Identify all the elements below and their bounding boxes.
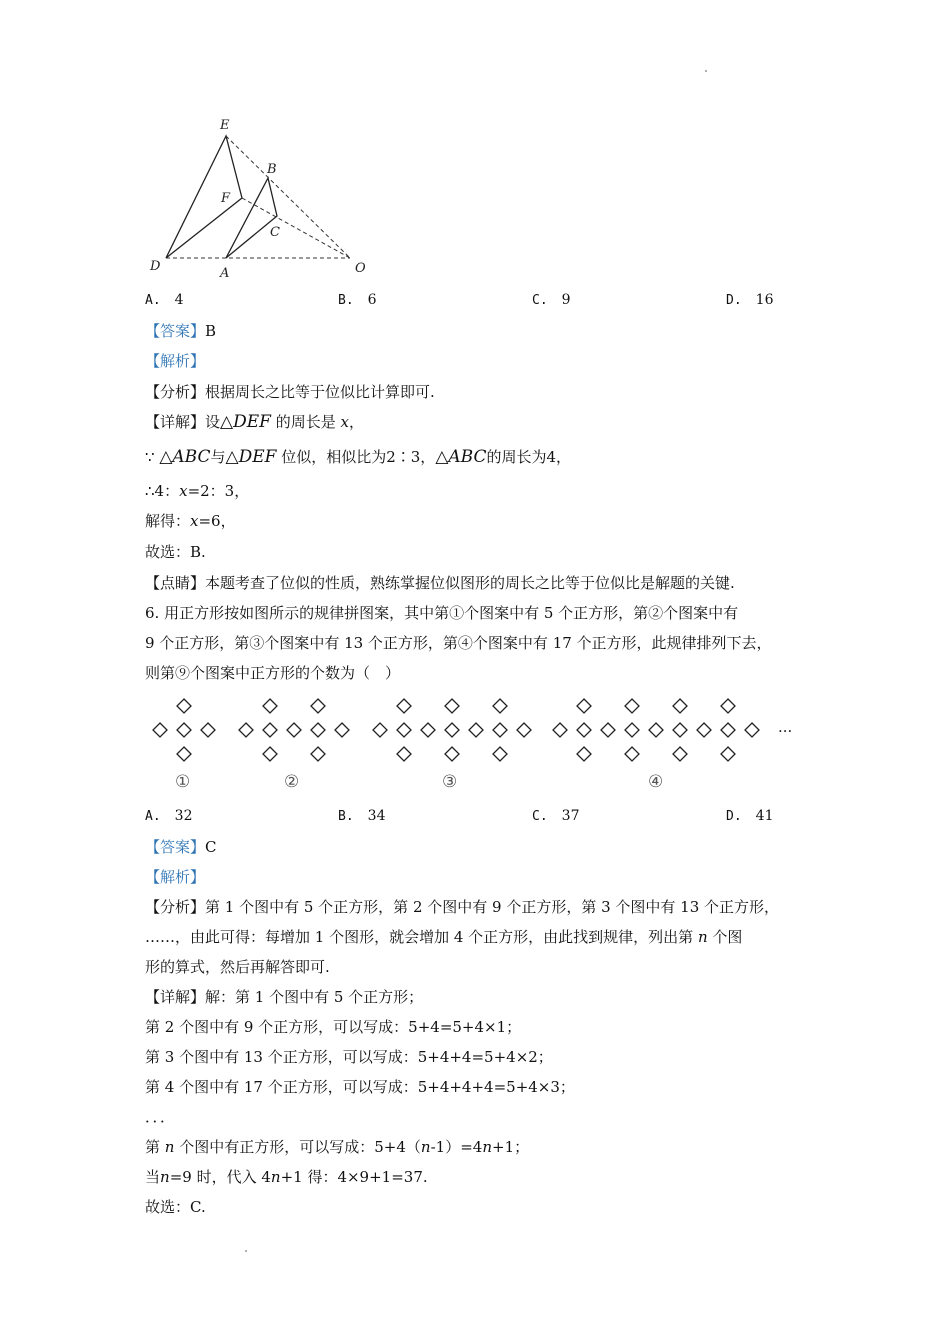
square-p4-bottom-3: [625, 747, 639, 761]
square-p2-bottom-1: [263, 747, 277, 761]
label-d: D: [150, 259, 161, 274]
q6-stem-line-1: 6. 用正方形按如图所示的规律拼图案，其中第①个图案中有 5 个正方形，第②个图案中有: [145, 604, 739, 622]
q6-step-4: 第 4 个图中有 17 个正方形，可以写成：5+4+4+4=5+4×3；: [145, 1078, 575, 1096]
square-p3-top-3: [445, 699, 459, 713]
q6-guxuan: 故选：C.: [145, 1198, 206, 1216]
square-p4-bottom-5: [673, 747, 687, 761]
q5-fenxi: 【分析】根据周长之比等于位似比计算即可.: [145, 383, 435, 401]
scan-dot-top: [705, 70, 707, 72]
q6-when-n9: 当n=9 时，代入 4n+1 得：4×9+1=37.: [145, 1168, 428, 1186]
square-p2-top-3: [311, 699, 325, 713]
label-e: E: [220, 118, 230, 133]
scan-dot-bottom: [245, 1250, 247, 1252]
q6-step-n: 第 n 个图中有正方形，可以写成：5+4（n-1）=4n+1；: [145, 1138, 530, 1156]
square-p4-top-7: [721, 699, 735, 713]
square-pattern-figure: [140, 692, 820, 792]
pattern-label-3: ③: [442, 772, 458, 792]
q6-fenxi-3: 形的算式，然后再解答即可.: [145, 958, 330, 976]
label-o: O: [355, 261, 366, 276]
q6-step-2: 第 2 个图中有 9 个正方形，可以写成：5+4=5+4×1；: [145, 1018, 522, 1036]
q5-xiangjie: 【详解】设△DEF 的周长是 x，: [145, 412, 365, 432]
square-p4-mid-6: [697, 723, 711, 737]
q5-dianjing: 【点睛】本题考查了位似的性质，熟练掌握位似图形的周长之比等于位似比是解题的关键.: [145, 574, 735, 592]
square-p1-mid-0: [153, 723, 167, 737]
square-p1-bottom-1: [177, 747, 191, 761]
square-p3-bottom-5: [493, 747, 507, 761]
pattern-label-4: ④: [648, 772, 664, 792]
square-p4-top-3: [625, 699, 639, 713]
square-p1-top-1: [177, 699, 191, 713]
q6-xiangjie: 【详解】解：第 1 个图中有 5 个正方形；: [145, 988, 424, 1006]
square-p2-mid-2: [287, 723, 301, 737]
square-p4-mid-1: [577, 723, 591, 737]
q5-option-c: C. 9: [532, 292, 571, 308]
pattern-ellipsis: ···: [778, 722, 793, 740]
square-p3-mid-1: [397, 723, 411, 737]
label-a: A: [220, 266, 230, 281]
square-p4-top-5: [673, 699, 687, 713]
q5-option-d: D. 16: [726, 292, 774, 308]
square-p3-top-1: [397, 699, 411, 713]
q6-analysis-tag: 【解析】: [145, 868, 206, 886]
dashed-eo: [226, 136, 350, 258]
square-p3-mid-0: [373, 723, 387, 737]
square-p3-mid-2: [421, 723, 435, 737]
q6-option-d: D. 41: [726, 808, 774, 824]
square-p3-mid-6: [517, 723, 531, 737]
q5-guxuan: 故选：B.: [145, 543, 206, 561]
q5-because: ∵ △ABC与△DEF 位似，相似比为2∶3，△ABC的周长为4，: [145, 447, 572, 467]
square-p3-bottom-3: [445, 747, 459, 761]
q5-analysis-tag: 【解析】: [145, 352, 206, 370]
label-c: C: [270, 225, 280, 240]
square-p3-mid-3: [445, 723, 459, 737]
pattern-label-2: ②: [284, 772, 300, 792]
label-f: F: [221, 191, 231, 206]
square-p4-mid-5: [673, 723, 687, 737]
square-p4-mid-8: [745, 723, 759, 737]
square-p4-mid-0: [553, 723, 567, 737]
q6-dots: ．．．: [145, 1108, 176, 1126]
square-p4-bottom-1: [577, 747, 591, 761]
q6-stem-line-2: 9 个正方形，第③个图案中有 13 个正方形，第④个图案中有 17 个正方形，此规律排列下去，: [145, 634, 772, 652]
q5-option-a: A. 4: [145, 292, 184, 308]
square-p3-mid-5: [493, 723, 507, 737]
square-p2-top-1: [263, 699, 277, 713]
q6-answer: 【答案】C: [145, 838, 217, 856]
square-p3-mid-4: [469, 723, 483, 737]
q5-therefore: ∴4：x=2：3，: [145, 482, 250, 500]
square-p4-mid-3: [625, 723, 639, 737]
pattern-label-1: ①: [175, 772, 191, 792]
square-p1-mid-2: [201, 723, 215, 737]
label-b: B: [267, 162, 277, 177]
q6-option-c: C. 37: [532, 808, 580, 824]
square-p2-mid-3: [311, 723, 325, 737]
square-p4-bottom-7: [721, 747, 735, 761]
q5-jiede: 解得：x=6，: [145, 512, 236, 530]
square-p4-mid-2: [601, 723, 615, 737]
q5-answer: 【答案】B: [145, 322, 217, 340]
homothety-figure: [140, 112, 380, 282]
q6-fenxi-2: ……，由此可得：每增加 1 个图形，就会增加 4 个正方形，由此找到规律，列出第 n 个图: [145, 928, 743, 946]
q6-stem-line-3: 则第⑨个图案中正方形的个数为（ ）: [145, 664, 401, 682]
q6-step-3: 第 3 个图中有 13 个正方形，可以写成：5+4+4=5+4×2；: [145, 1048, 553, 1066]
q5-option-b: B. 6: [338, 292, 377, 308]
square-p2-mid-1: [263, 723, 277, 737]
q6-option-b: B. 34: [338, 808, 386, 824]
q6-fenxi-1: 【分析】第 1 个图中有 5 个正方形，第 2 个图中有 9 个正方形，第 3 个图中有 13 个正方形，: [145, 898, 780, 916]
square-p4-mid-4: [649, 723, 663, 737]
square-p3-top-5: [493, 699, 507, 713]
square-p4-top-1: [577, 699, 591, 713]
triangle-abc: [226, 178, 277, 258]
square-p2-mid-4: [335, 723, 349, 737]
square-p2-bottom-3: [311, 747, 325, 761]
q6-option-a: A. 32: [145, 808, 193, 824]
square-p1-mid-1: [177, 723, 191, 737]
square-p4-mid-7: [721, 723, 735, 737]
square-p3-bottom-1: [397, 747, 411, 761]
dashed-fo: [242, 198, 350, 258]
triangle-def: [166, 136, 242, 258]
square-p2-mid-0: [239, 723, 253, 737]
